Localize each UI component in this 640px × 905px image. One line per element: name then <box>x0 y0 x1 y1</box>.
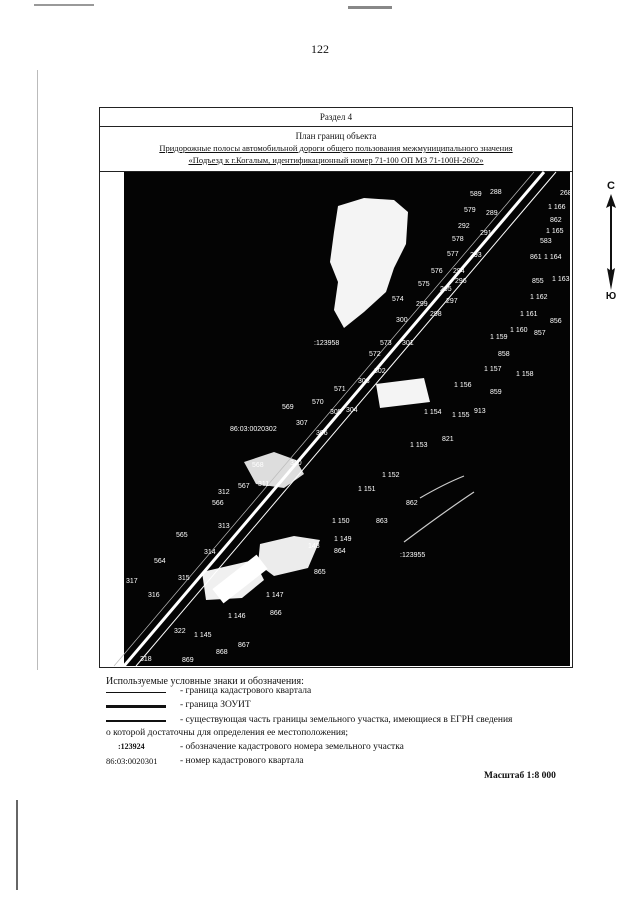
map-label: 1 165 <box>546 228 564 235</box>
map-label: 292 <box>458 223 470 230</box>
map-label: 1 154 <box>424 409 442 416</box>
map-label: 300 <box>396 317 408 324</box>
map-label: 318 <box>140 656 152 663</box>
map-label: 868 <box>216 649 228 656</box>
quarter-boundary-line <box>106 692 166 693</box>
map-label: 289 <box>486 210 498 217</box>
map-label: 311 <box>258 481 270 488</box>
map-label: 1 149 <box>334 536 352 543</box>
map-label: 316 <box>148 592 160 599</box>
map-label: 567 <box>238 483 250 490</box>
map-scale: Масштаб 1:8 000 <box>484 771 556 781</box>
clearing-patch <box>244 452 304 488</box>
map-label: 1 161 <box>520 311 538 318</box>
map-label: 565 <box>176 532 188 539</box>
map-label: 864 <box>334 548 346 555</box>
road-identifier: «Подъезд к г.Когалым, идентификационный номер 71-100 ОП МЗ 71-100Н-2602» <box>188 155 484 165</box>
map-label: 295 <box>440 286 452 293</box>
map-label: 869 <box>182 657 194 664</box>
scan-mark <box>37 70 38 670</box>
map-label: 304 <box>346 407 358 414</box>
map-label: 589 <box>470 191 482 198</box>
plan-title-block <box>100 127 572 172</box>
map-label: 268 <box>560 190 572 197</box>
map-label: 1 151 <box>358 486 376 493</box>
map-label: 1 166 <box>548 204 566 211</box>
map-label: 302 <box>374 368 386 375</box>
map-label: 314 <box>204 549 216 556</box>
map-label: 1 147 <box>266 592 284 599</box>
map-label: :123958 <box>314 340 340 347</box>
scan-mark <box>34 4 94 6</box>
map-label: 570 <box>312 399 324 406</box>
map-label: 573 <box>380 340 392 347</box>
map-label: 1 157 <box>484 366 502 373</box>
map-label: 293 <box>470 252 482 259</box>
map-label: 288 <box>490 189 502 196</box>
map-label: 305 <box>330 409 342 416</box>
section-title: Раздел 4 <box>100 108 572 127</box>
legend-text: - существующая часть границы земельного участка, имеющиеся в ЕГРН сведения <box>180 715 513 725</box>
legend-text: о которой достаточны для определения ее местоположения; <box>106 728 349 738</box>
map-label: 579 <box>464 207 476 214</box>
scan-mark <box>348 6 392 9</box>
legend-text: - граница ЗОУИТ <box>180 700 251 710</box>
map-label: 317 <box>126 578 138 585</box>
map-label: 1 160 <box>510 327 528 334</box>
page-number: 122 <box>311 42 329 56</box>
map-label: 310 <box>290 460 302 467</box>
map-label: 857 <box>534 330 546 337</box>
north-arrow <box>604 180 618 304</box>
south-label: Ю <box>605 291 617 302</box>
object-description: Придорожные полосы автомобильной дороги общего пользования межмуниципального значения <box>159 143 513 153</box>
map-label: 576 <box>431 268 443 275</box>
north-arrow-icon <box>604 194 618 290</box>
map-label: 1 156 <box>454 382 472 389</box>
zouit-boundary-line <box>106 705 166 708</box>
map-label: 297 <box>446 298 458 305</box>
map-label: 1 152 <box>382 472 400 479</box>
map-label: 855 <box>532 278 544 285</box>
quarter-number-sample: 86:03:0020301 <box>106 756 158 766</box>
map-label: 566 <box>212 500 224 507</box>
map-label: 315 <box>178 575 190 582</box>
map-label: 296 <box>455 278 467 285</box>
map-label: 1 163 <box>552 276 570 283</box>
clearing-patch <box>376 378 430 408</box>
map-label: 571 <box>334 386 346 393</box>
map-label: 1 162 <box>530 294 548 301</box>
legend-text: - обозначение кадастрового номера земельного участка <box>180 742 404 752</box>
map-label: 564 <box>154 558 166 565</box>
parcel-number-sample: :123924 <box>118 742 145 751</box>
map-label: 1 158 <box>516 371 534 378</box>
map-label: 298 <box>430 311 442 318</box>
map-label: 575 <box>418 281 430 288</box>
map-label: 1 153 <box>410 442 428 449</box>
map-label: 1 150 <box>332 518 350 525</box>
clearing-patch <box>258 536 320 576</box>
map-label: 821 <box>442 436 454 443</box>
map-label: 299 <box>416 301 428 308</box>
map-graphics <box>124 172 570 666</box>
legend-text: - номер кадастрового квартала <box>180 756 304 766</box>
map-label: 865 <box>314 569 326 576</box>
road-edge <box>114 172 534 666</box>
map-label: 86:03:0020302 <box>230 426 277 433</box>
side-track <box>420 476 464 498</box>
map-label: 856 <box>550 318 562 325</box>
map-label: 1 164 <box>544 254 562 261</box>
map-label: 148 <box>308 543 320 550</box>
clearing-patch <box>330 198 408 328</box>
map-label: 572 <box>369 351 381 358</box>
map-label: 577 <box>447 251 459 258</box>
parcel-boundary-line <box>106 720 166 722</box>
scan-mark <box>16 800 18 890</box>
map-label: 312 <box>218 489 230 496</box>
map-label: 859 <box>490 389 502 396</box>
map-label: 306 <box>316 430 328 437</box>
legend-title: Используемые условные знаки и обозначения: <box>106 676 304 687</box>
map-label: 322 <box>174 628 186 635</box>
legend-text: - граница кадастрового квартала <box>180 686 312 696</box>
map-label: 858 <box>498 351 510 358</box>
map-label: 866 <box>270 610 282 617</box>
map-label: 291 <box>480 230 492 237</box>
map-label: 862 <box>550 217 562 224</box>
map-label: 301 <box>402 340 414 347</box>
map-label: :123955 <box>400 552 426 559</box>
map-label: 913 <box>474 408 486 415</box>
map-label: 862 <box>406 500 418 507</box>
map-label: 1 155 <box>452 412 470 419</box>
map-label: 303 <box>358 378 370 385</box>
map-label: 583 <box>540 238 552 245</box>
north-label: С <box>607 180 615 192</box>
map-label: 863 <box>376 518 388 525</box>
map-label: 574 <box>392 296 404 303</box>
map-label: 313 <box>218 523 230 530</box>
cadastral-map <box>124 172 570 666</box>
map-label: 568 <box>252 462 264 469</box>
plan-title: План границ объекта <box>295 131 377 141</box>
map-label: 867 <box>238 642 250 649</box>
map-label: 1 145 <box>194 632 212 639</box>
map-label: 1 159 <box>490 334 508 341</box>
map-label: 307 <box>296 420 308 427</box>
map-label: 1 146 <box>228 613 246 620</box>
map-label: 294 <box>453 268 465 275</box>
map-label: 861 <box>530 254 542 261</box>
map-label: 569 <box>282 404 294 411</box>
map-label: 578 <box>452 236 464 243</box>
